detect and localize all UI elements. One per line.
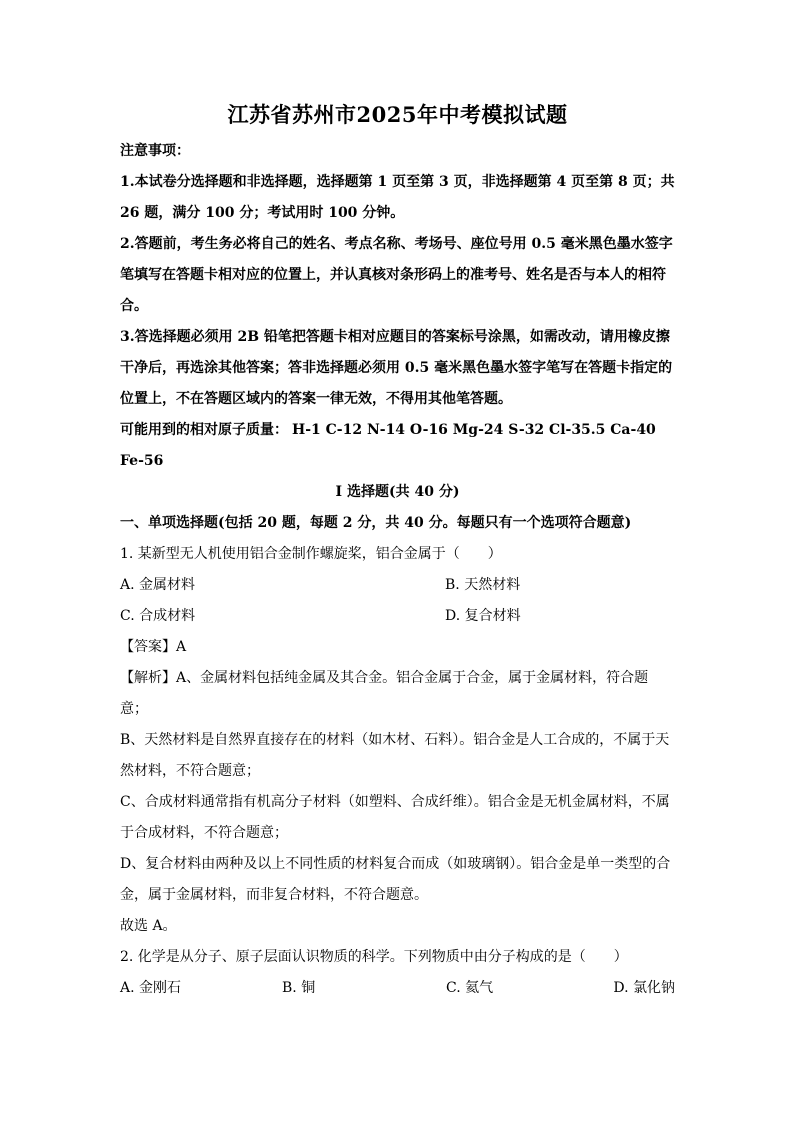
- section-subtitle: 一、单项选择题(包括 20 题，每题 2 分，共 40 分。每题只有一个选项符合题意): [120, 515, 632, 531]
- exam-page: [120, 100, 675, 1004]
- page-title: 江苏省苏州市2025年中考模拟试题: [227, 102, 568, 127]
- q2-option-b: B. 铜: [282, 980, 316, 996]
- q1-option-c: C. 合成材料: [120, 608, 196, 624]
- q1-option-a: A. 金属材料: [120, 577, 196, 593]
- question-2-options: [120, 973, 675, 1004]
- atomic-masses-values: H-1 C-12 N-14 O-16 Mg-24 S-32 Cl-35.5 Ca-40 Fe-56: [120, 422, 656, 469]
- atomic-masses-label: 可能用到的相对原子质量：: [120, 422, 288, 438]
- q2-option-c: C. 氦气: [446, 980, 494, 996]
- q1-explanation-b: B、天然材料是自然界直接存在的材料（如木材、石料）。铝合金是人工合成的，不属于天然材料，不符合题意；: [120, 732, 670, 779]
- question-1-stem: 1. 某新型无人机使用铝合金制作螺旋桨，铝合金属于（ ）: [120, 546, 502, 562]
- q2-option-a: A. 金刚石: [120, 980, 182, 996]
- question-2-stem: 2. 化学是从分子、原子层面认识物质的科学。下列物质中由分子构成的是（ ）: [120, 949, 628, 965]
- q1-answer: 【答案】A: [120, 639, 187, 655]
- question-1-options: [120, 570, 675, 632]
- q1-option-d: D. 复合材料: [445, 608, 521, 624]
- q1-explanation-a: 【解析】A、金属材料包括纯金属及其合金。铝合金属于合金，属于金属材料，符合题意；: [120, 670, 649, 717]
- q1-explanation-d: D、复合材料由两种及以上不同性质的材料复合而成（如玻璃钢）。铝合金是单一类型的合金，属于金属材料，而非复合材料，不符合题意。: [120, 856, 671, 903]
- notice-heading: 注意事项：: [120, 143, 190, 159]
- q2-option-d: D. 氯化钠: [613, 980, 675, 996]
- notice-item-2: 2.答题前，考生务必将自己的姓名、考点名称、考场号、座位号用 0.5 毫米黑色墨水签字笔填写在答题卡相对应的位置上，并认真核对条形码上的准考号、姓名是否与本人的相符合。: [120, 236, 673, 314]
- q1-explanation-c: C、合成材料通常指有机高分子材料（如塑料、合成纤维）。铝合金是无机金属材料，不属于合成材料，不符合题意；: [120, 794, 670, 841]
- section-title: Ⅰ 选择题(共 40 分): [335, 484, 460, 500]
- notice-item-3: 3.答选择题必须用 2B 铅笔把答题卡相对应题目的答案标号涂黑，如需改动，请用橡皮擦干净后，再选涂其他答案；答非选择题必须用 0.5 毫米黑色墨水签字笔写在答题卡指定的位置上，不在答题区域内的答案一律无效，不得用其他笔答题。: [120, 329, 673, 407]
- atomic-masses: [120, 415, 675, 477]
- notice-item-1: 1.本试卷分选择题和非选择题，选择题第 1 页至第 3 页，非选择题第 4 页至第 8 页；共 26 题，满分 100 分；考试用时 100 分钟。: [120, 174, 675, 221]
- q1-option-b: B. 天然材料: [445, 577, 521, 593]
- q1-conclusion: 故选 A。: [120, 918, 177, 934]
